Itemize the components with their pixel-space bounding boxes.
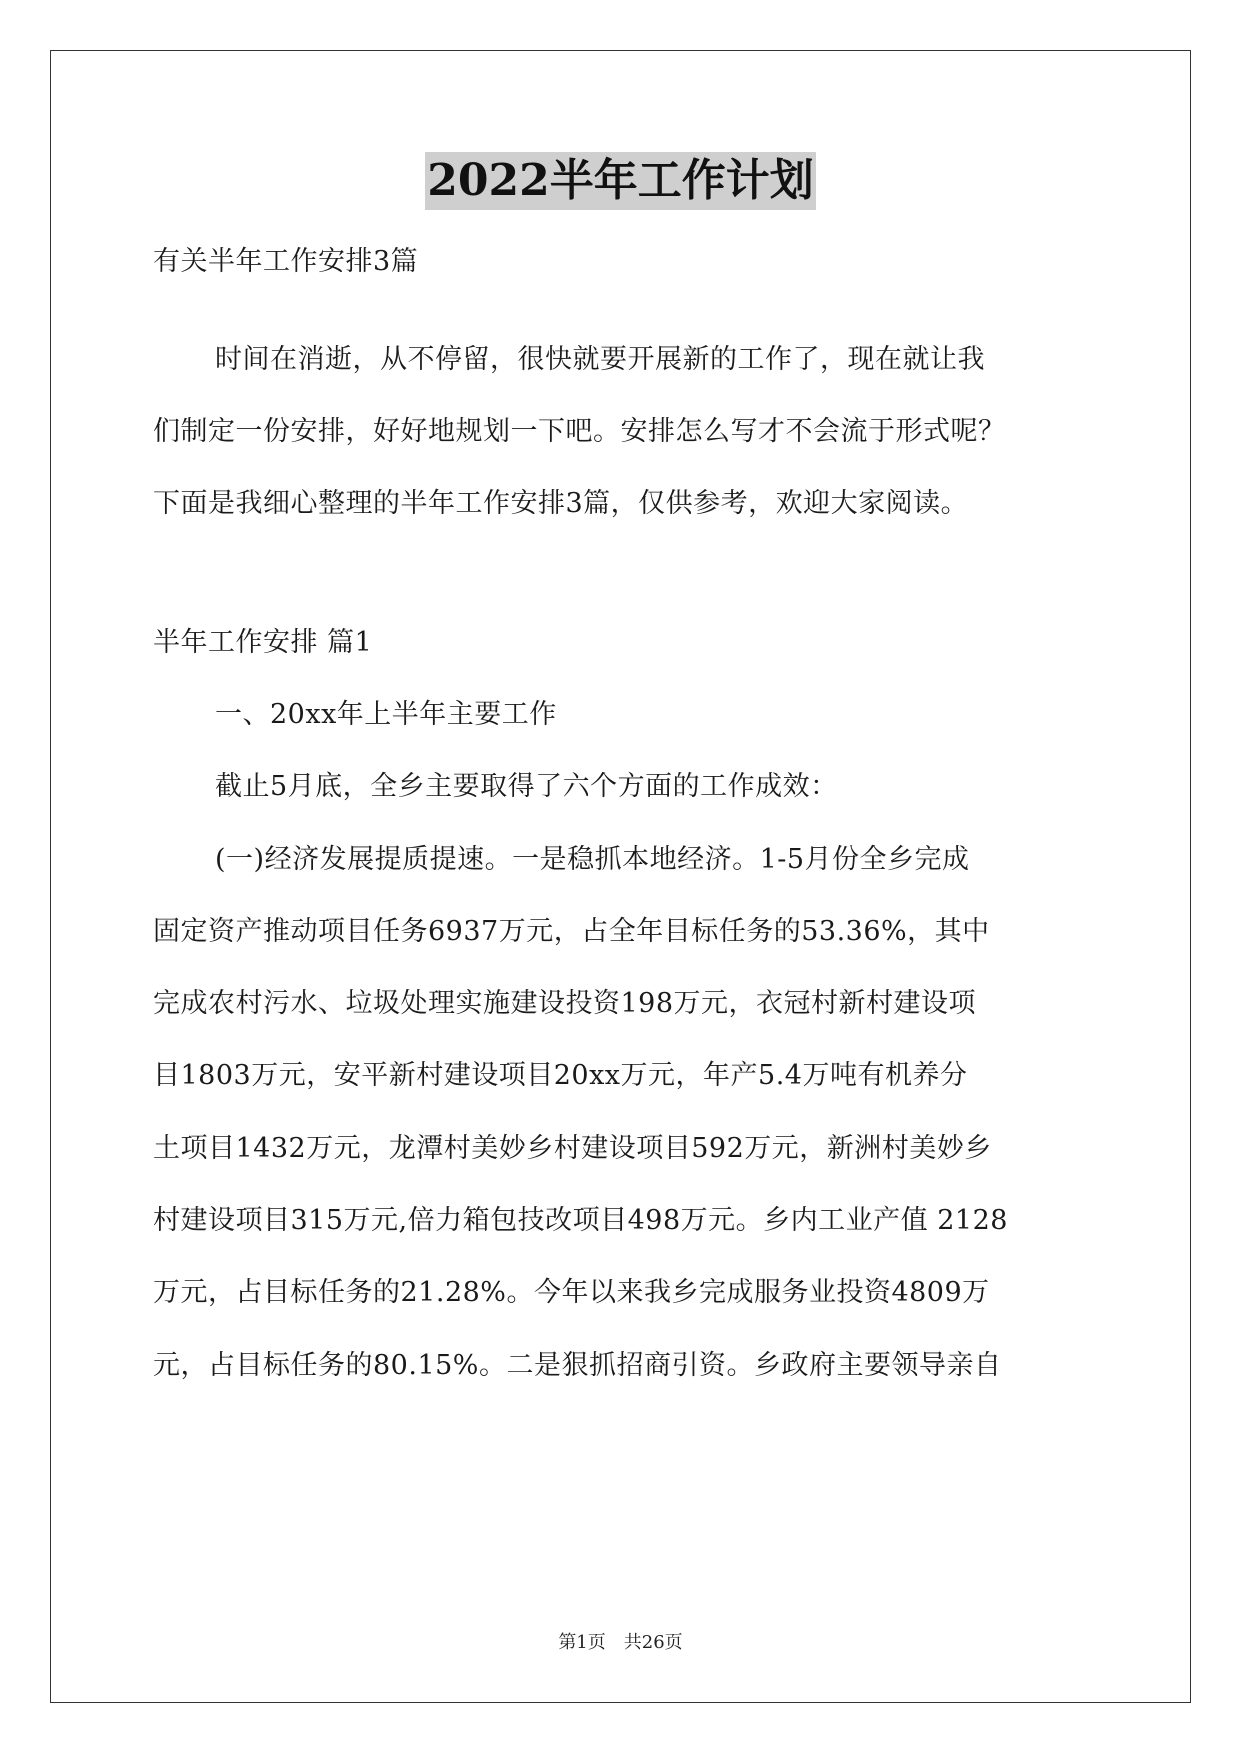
body-line: 村建设项目315万元,倍力箱包技改项目498万元。乡内工业产值 2128	[153, 1205, 1008, 1236]
body-line: 万元，占目标任务的21.28%。今年以来我乡完成服务业投资4809万	[153, 1277, 990, 1308]
body-line: 元，占目标任务的80.15%。二是狠抓招商引资。乡政府主要领导亲自	[153, 1350, 1002, 1381]
body-line: 土项目1432万元，龙潭村美妙乡村建设项目592万元，新洲村美妙乡	[153, 1133, 992, 1164]
intro-line: 下面是我细心整理的半年工作安排3篇，仅供参考，欢迎大家阅读。	[153, 488, 969, 519]
title-container	[0, 152, 1241, 210]
summary-line: 截止5月底，全乡主要取得了六个方面的工作成效：	[215, 771, 838, 802]
body-line: (一)经济发展提质提速。一是稳抓本地经济。1-5月份全乡完成	[215, 844, 970, 875]
subsection-heading: 一、20xx年上半年主要工作	[215, 699, 557, 730]
intro-line: 们制定一份安排，好好地规划一下吧。安排怎么写才不会流于形式呢？	[153, 416, 1006, 447]
page-total: 共26页	[623, 1632, 683, 1653]
intro-line: 时间在消逝，从不停留，很快就要开展新的工作了，现在就让我	[215, 344, 985, 375]
page-footer	[0, 1628, 1241, 1654]
section-heading: 半年工作安排 篇1	[153, 627, 373, 658]
body-line: 完成农村污水、垃圾处理实施建设投资198万元，衣冠村新村建设项	[153, 988, 977, 1019]
body-line: 目1803万元，安平新村建设项目20xx万元，年产5.4万吨有机养分	[153, 1060, 968, 1091]
page-number: 第1页	[558, 1632, 606, 1653]
document-title: 2022半年工作计划	[425, 152, 815, 210]
subtitle: 有关半年工作安排3篇	[153, 246, 419, 277]
body-line: 固定资产推动项目任务6937万元，占全年目标任务的53.36%，其中	[153, 916, 990, 947]
